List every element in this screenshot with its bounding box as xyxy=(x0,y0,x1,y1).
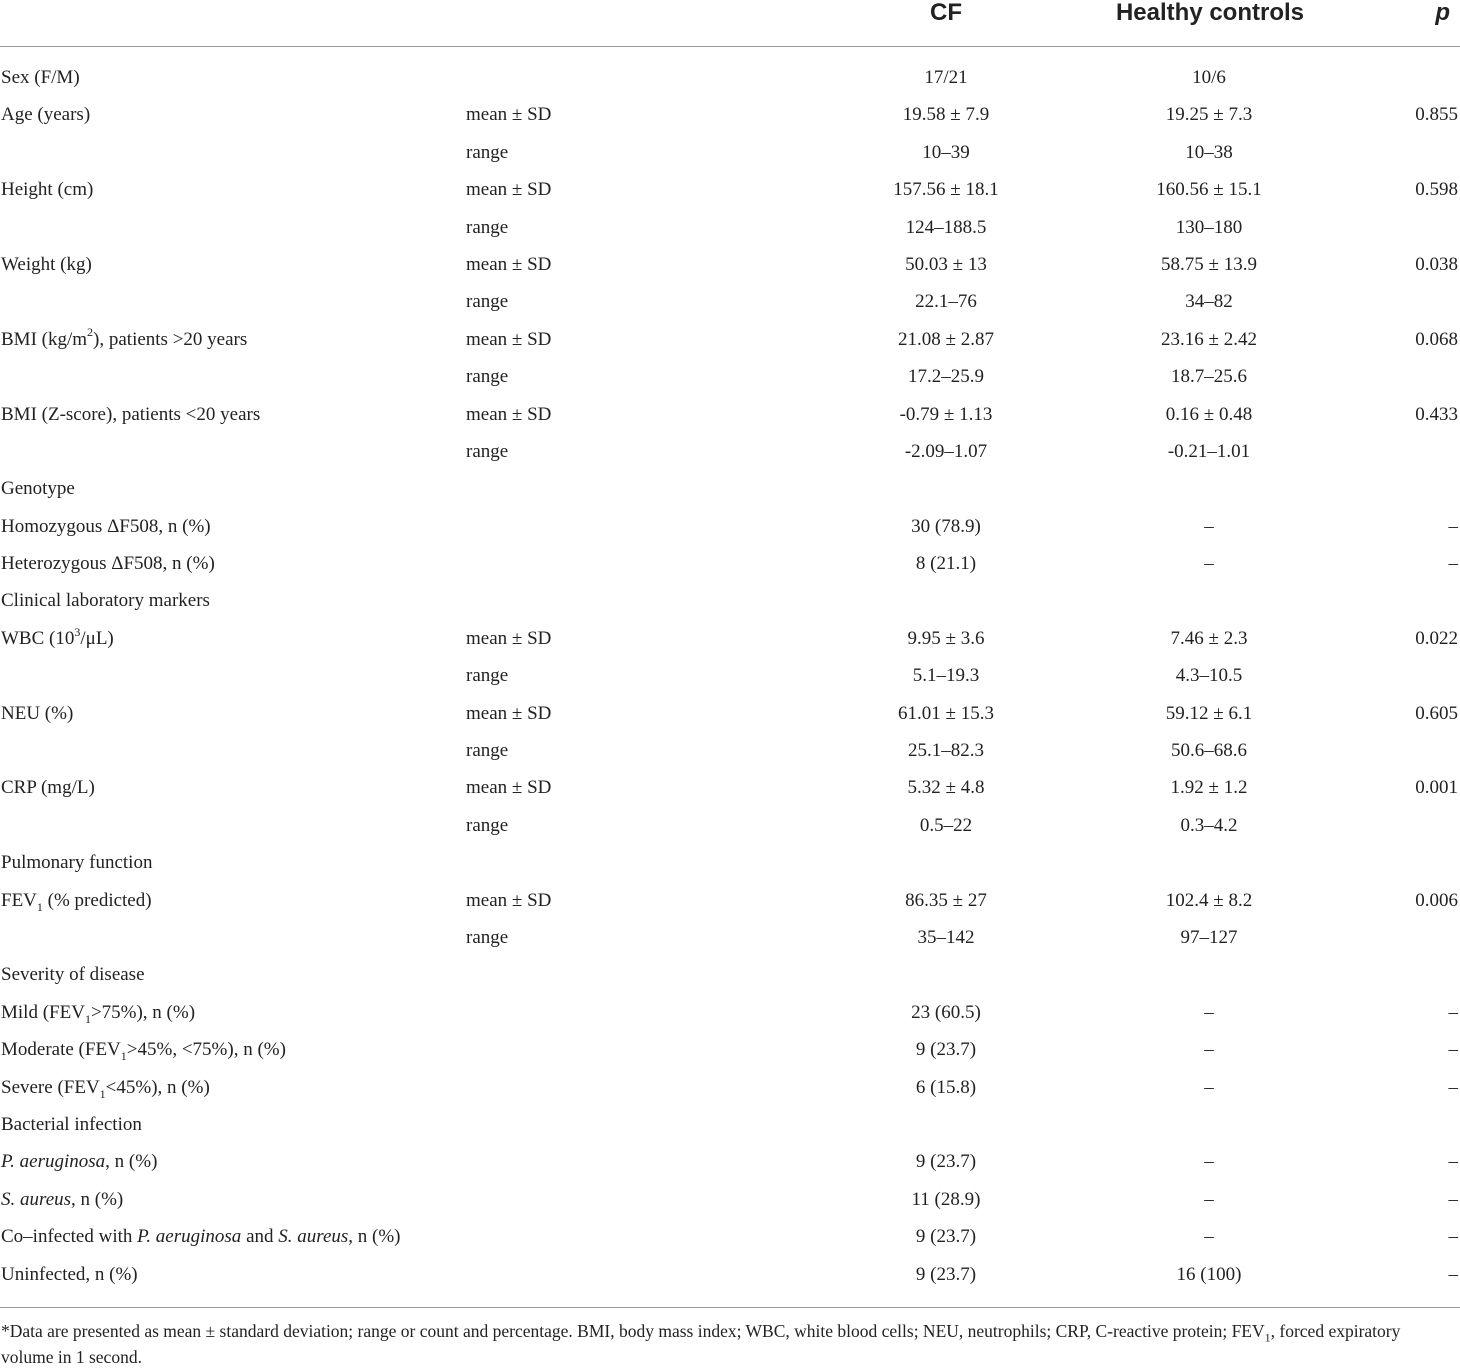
table-row xyxy=(0,321,1460,358)
table-row xyxy=(0,396,1460,433)
healthy-controls-value: 23.16 ± 2.42 xyxy=(1161,328,1257,350)
p-value: – xyxy=(1448,515,1458,537)
p-value: 0.038 xyxy=(1415,253,1458,275)
row-label: Bacterial infection xyxy=(1,1113,142,1135)
statistic-type: mean ± SD xyxy=(466,179,552,201)
row-label: Height (cm) xyxy=(1,179,94,201)
statistic-type: mean ± SD xyxy=(466,253,552,275)
table-row xyxy=(0,844,1460,881)
table-row xyxy=(0,1256,1460,1293)
statistic-type: range xyxy=(466,665,509,687)
statistic-type: range xyxy=(466,141,509,163)
healthy-controls-value: 34–82 xyxy=(1185,291,1233,313)
healthy-controls-value: 130–180 xyxy=(1175,216,1243,238)
p-value: – xyxy=(1448,1263,1458,1285)
table-row xyxy=(0,769,1460,806)
column-header-cf: CF xyxy=(930,0,962,26)
table-row xyxy=(0,545,1460,582)
cf-value: 5.1–19.3 xyxy=(912,665,980,687)
cf-value: 17.2–25.9 xyxy=(908,366,984,388)
cf-value: 17/21 xyxy=(924,67,968,88)
row-label: BMI $(kg/m^2)$, patients >20 years xyxy=(1,325,248,350)
healthy-controls-value: 50.6–68.6 xyxy=(1171,740,1247,762)
table-row xyxy=(0,59,1460,96)
statistic-type: mean ± SD xyxy=(466,403,552,425)
statistic-type: mean ± SD xyxy=(466,889,552,911)
p-value: 0.855 xyxy=(1415,104,1458,126)
healthy-controls-value: – xyxy=(1204,553,1214,575)
table-body xyxy=(0,59,1460,1293)
table-row xyxy=(0,882,1460,919)
healthy-controls-value: 0.3–4.2 xyxy=(1180,814,1238,836)
p-value: 0.006 xyxy=(1415,889,1458,911)
p-value: – xyxy=(1448,1226,1458,1248)
cf-value: 30 (78.9) xyxy=(911,515,981,537)
table-row xyxy=(0,508,1460,545)
healthy-controls-value: 59.12 ± 6.1 xyxy=(1165,702,1253,724)
cf-value: 5.32 ± 4.8 xyxy=(907,777,985,799)
cf-value: 23 (60.5) xyxy=(911,1001,981,1023)
cf-value: 157.56 ± 18.1 xyxy=(893,179,999,201)
cf-value: 9 (23.7) xyxy=(915,1263,977,1285)
statistic-type: range xyxy=(466,740,509,762)
row-label: Sex (F/M) xyxy=(1,67,80,88)
row-label: CRP (mg/L) xyxy=(1,777,95,799)
statistic-type: mean ± SD xyxy=(466,104,552,126)
cf-value: 11 (28.9) xyxy=(911,1188,981,1210)
column-header-healthy-controls: Healthy controls xyxy=(1115,0,1305,26)
p-value: 0.001 xyxy=(1415,777,1458,799)
table-row xyxy=(0,134,1460,171)
row-label: Uninfected, n (%) xyxy=(1,1263,138,1285)
table-row xyxy=(0,1106,1460,1143)
healthy-controls-value: 16 (100) xyxy=(1176,1263,1242,1285)
healthy-controls-value: -0.21–1.01 xyxy=(1167,440,1251,462)
row-label: Age (years) xyxy=(1,104,91,126)
statistic-type: mean ± SD xyxy=(466,702,552,724)
cf-value: 25.1–82.3 xyxy=(908,740,984,762)
cf-value: 9 (23.7) xyxy=(915,1039,977,1061)
table-row xyxy=(0,919,1460,956)
row-label: Severe $(FEV_1<45\%)$, n (%) xyxy=(1,1076,210,1101)
statistic-type: range xyxy=(466,814,509,836)
row-label: Moderate ($FEV_1>45\%$, <75%), n (%) xyxy=(1,1039,286,1063)
cf-value: 124–188.5 xyxy=(905,216,987,238)
row-label: $FEV_1$ (% predicted) xyxy=(1,889,152,914)
p-value: 0.598 xyxy=(1415,179,1458,201)
cf-value: 9 (23.7) xyxy=(915,1226,977,1248)
row-label: Genotype xyxy=(1,478,75,500)
healthy-controls-value: – xyxy=(1204,1039,1214,1061)
table-row xyxy=(0,994,1460,1031)
cf-value: -0.79 ± 1.13 xyxy=(899,403,993,425)
healthy-controls-value: 160.56 ± 15.1 xyxy=(1156,179,1262,201)
healthy-controls-value: – xyxy=(1204,1151,1214,1173)
statistic-type: range xyxy=(466,440,509,462)
healthy-controls-value: 4.3–10.5 xyxy=(1175,665,1243,687)
p-value: – xyxy=(1448,1188,1458,1210)
table-row xyxy=(0,732,1460,769)
statistic-type: mean ± SD xyxy=(466,627,552,649)
statistic-type: mean ± SD xyxy=(466,328,552,350)
table-row xyxy=(0,470,1460,507)
p-value: – xyxy=(1448,1039,1458,1061)
row-label: Homozygous ΔF508, n (%) xyxy=(1,515,211,537)
column-header-p-value: p xyxy=(1435,0,1450,26)
healthy-controls-value: 0.16 ± 0.48 xyxy=(1165,403,1253,425)
table-row xyxy=(0,1143,1460,1180)
table-row xyxy=(0,956,1460,993)
table-row xyxy=(0,1181,1460,1218)
row-label: Weight (kg) xyxy=(1,253,92,275)
table-row xyxy=(0,1031,1460,1068)
healthy-controls-value: – xyxy=(1204,1188,1214,1210)
table-row xyxy=(0,657,1460,694)
table-row xyxy=(0,209,1460,246)
p-value: 0.022 xyxy=(1415,627,1458,649)
cf-value: 35–142 xyxy=(917,926,975,948)
p-value: – xyxy=(1448,1151,1458,1173)
row-label: WBC $(10^3/\mu L)$ xyxy=(1,624,114,649)
cf-value: 10–39 xyxy=(922,141,970,163)
p-value: 0.068 xyxy=(1415,328,1458,350)
row-label: BMI (Z-score), patients <20 years xyxy=(1,403,261,425)
cf-value: 50.03 ± 13 xyxy=(905,253,987,275)
row-label: Mild $(FEV_1>75\%)$, n (%) xyxy=(1,1001,196,1026)
statistic-type: range xyxy=(466,291,509,313)
statistic-type: range xyxy=(466,216,509,238)
cf-value: 21.08 ± 2.87 xyxy=(898,328,994,350)
healthy-controls-value: 102.4 ± 8.2 xyxy=(1165,889,1253,911)
healthy-controls-value: – xyxy=(1204,515,1214,537)
cf-value: 22.1–76 xyxy=(915,291,977,313)
healthy-controls-value: 10/6 xyxy=(1192,67,1226,88)
p-value: – xyxy=(1448,1001,1458,1023)
table-footnote: *Data are presented as mean ± standard deviation; range or count and percentage. BMI, body mass index; WBC, white blood cells; NEU, neutrophils; CRP, C-reactive protein; $FEV_1$, forced expiratory volume in 1 second. xyxy=(1,1321,1401,1367)
healthy-controls-value: 18.7–25.6 xyxy=(1171,366,1247,388)
cf-value: -2.09–1.07 xyxy=(904,440,988,462)
table-row xyxy=(0,246,1460,283)
p-value: – xyxy=(1448,1076,1458,1098)
statistic-type: range xyxy=(466,366,509,388)
table-row xyxy=(0,695,1460,732)
footer-divider xyxy=(0,1307,1460,1308)
cf-value: 86.35 ± 27 xyxy=(905,889,987,911)
row-label: P. aeruginosa, n (%) xyxy=(1,1151,158,1173)
cf-value: 61.01 ± 15.3 xyxy=(898,702,994,724)
healthy-controls-value: – xyxy=(1204,1076,1214,1098)
row-label: Severity of disease xyxy=(1,964,145,986)
row-label: S. aureus, n (%) xyxy=(1,1188,124,1210)
row-label: Pulmonary function xyxy=(1,852,153,874)
table-row xyxy=(0,620,1460,657)
p-value: – xyxy=(1448,553,1458,575)
cf-value: 8 (21.1) xyxy=(915,553,977,575)
statistic-type: mean ± SD xyxy=(466,777,552,799)
table-row xyxy=(0,283,1460,320)
table-row xyxy=(0,1218,1460,1255)
statistic-type: range xyxy=(466,926,509,948)
row-label: NEU (%) xyxy=(1,702,74,724)
p-value: 0.605 xyxy=(1415,702,1458,724)
healthy-controls-value: 10–38 xyxy=(1185,141,1233,163)
p-value: 0.433 xyxy=(1415,403,1458,425)
cf-value: 6 (15.8) xyxy=(915,1076,977,1098)
table-row xyxy=(0,96,1460,133)
healthy-controls-value: 1.92 ± 1.2 xyxy=(1170,777,1248,799)
cf-value: 9 (23.7) xyxy=(915,1151,977,1173)
cf-value: 9.95 ± 3.6 xyxy=(907,627,985,649)
table-row xyxy=(0,1069,1460,1106)
cf-value: 0.5–22 xyxy=(919,814,973,836)
healthy-controls-value: 58.75 ± 13.9 xyxy=(1161,253,1257,275)
header-divider xyxy=(0,46,1460,47)
cf-value: 19.58 ± 7.9 xyxy=(902,104,990,126)
table-row xyxy=(0,807,1460,844)
table-row xyxy=(0,433,1460,470)
table-row xyxy=(0,171,1460,208)
healthy-controls-value: 7.46 ± 2.3 xyxy=(1170,627,1248,649)
table-row xyxy=(0,358,1460,395)
table-row xyxy=(0,582,1460,619)
row-label: Co–infected with P. aeruginosa and S. aureus, n (%) xyxy=(1,1226,401,1248)
row-label: Heterozygous ΔF508, n (%) xyxy=(1,553,215,575)
healthy-controls-value: 19.25 ± 7.3 xyxy=(1165,104,1253,126)
healthy-controls-value: – xyxy=(1204,1226,1214,1248)
healthy-controls-value: 97–127 xyxy=(1180,926,1238,948)
healthy-controls-value: – xyxy=(1204,1001,1214,1023)
row-label: Clinical laboratory markers xyxy=(1,590,210,612)
